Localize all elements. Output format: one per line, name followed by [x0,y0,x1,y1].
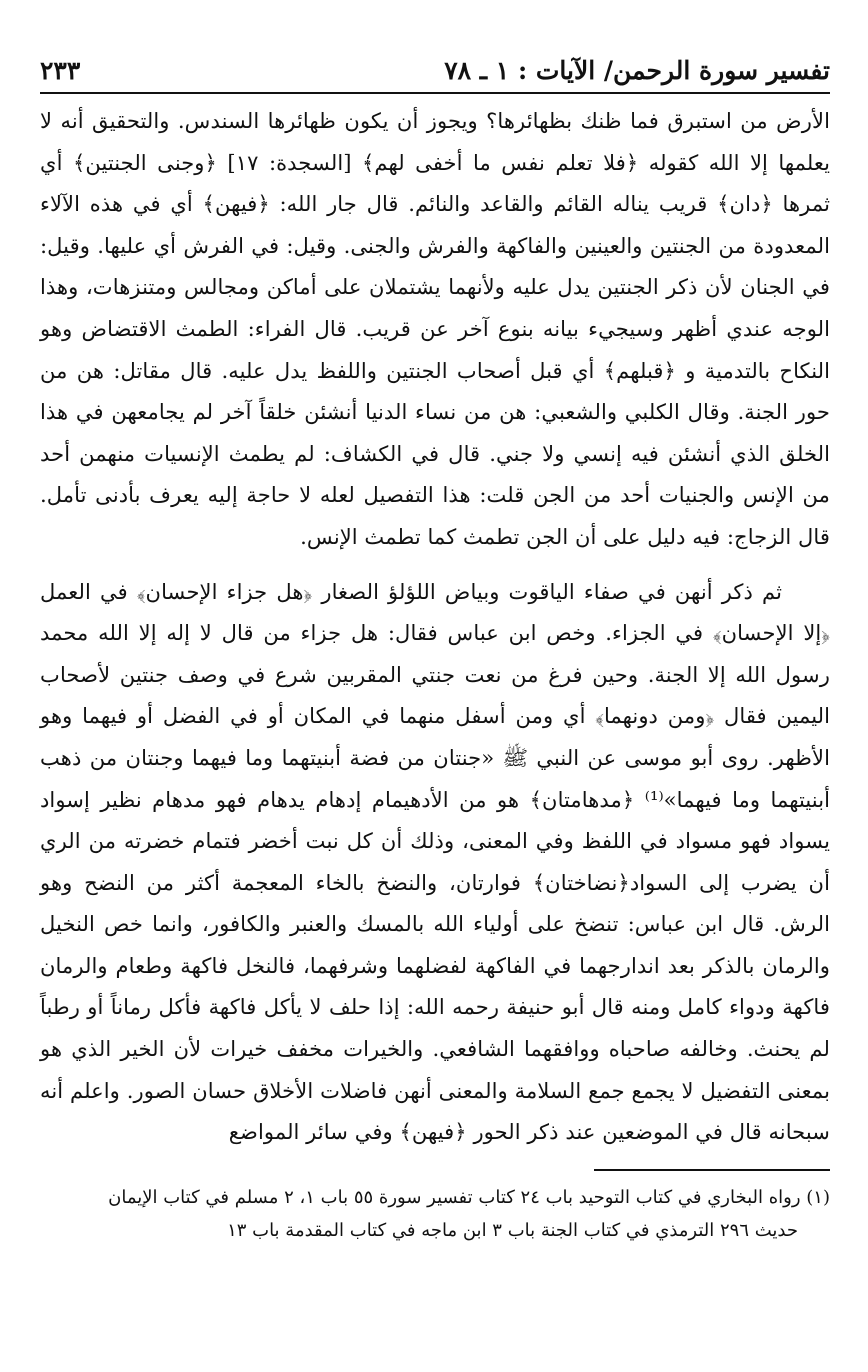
footnote-line-2: حديث ٢٩٦ الترمذي في كتاب الجنة باب ٣ ابن ماجه في كتاب المقدمة باب ١٣ [227,1219,798,1241]
book-page [40,52,830,1342]
footnote-divider [594,1169,830,1171]
paragraph-gap [40,558,830,571]
page-number: ٢٣٣ [40,56,81,85]
footnote [40,1181,830,1247]
footnote-line-1: (١) رواه البخاري في كتاب التوحيد باب ٢٤ كتاب تفسير سورة ٥٥ باب ١، ٢ مسلم في كتاب الإيمان [108,1186,830,1208]
main-text [40,100,830,1153]
paragraph-1: الأرض من استبرق فما ظنك بظهائرها؟ ويجوز أن يكون ظهائرها السندس. والتحقيق أنه لا يعلمها إلا الله كقوله ﴿فلا تعلم نفس ما أخفى لهم﴾ [السجدة: ١٧] ﴿وجنى الجنتين﴾ أي ثمرها ﴿دان﴾ قريب يناله القائم والقاعد والنائم. قال جار الله: ﴿فيهن﴾ أي في هذه الآلاء المعدودة من الجنتين والعينين والفاكهة والفرش والجنى. وقيل: في الفرش أي عليها. وقيل: في الجنان لأن ذكر الجنتين يدل عليه ولأنهما يشتملان على أماكن ومجالس ومتنزهات، وهذا الوجه عندي أظهر وسيجيء بيانه بنوع آخر عن قريب. قال الفراء: الطمث الاقتضاض وهو النكاح بالتدمية و ﴿قبلهم﴾ أي قبل أصحاب الجنتين واللفظ يدل عليه. قال مقاتل: هن من حور الجنة. وقال الكلبي والشعبي: هن من نساء الدنيا أنشئن خلقاً آخر لم يجامعهن في هذا الخلق الذي أنشئن فيه إنسي ولا جني. قال في الكشاف: لم يطمث الإنسيات منهمن أحد من الإنس والجنيات أحد من الجن قلت: هذا التفصيل لعله لا حاجة إليه يعرف بأدنى تأمل. قال الزجاج: فيه دليل على أن الجن تطمث كما تطمث الإنس. [40,108,831,549]
paragraph-2: ثم ذكر أنهن في صفاء الياقوت وبياض اللؤلؤ الصغار ﴿هل جزاء الإحسان﴾ في العمل ﴿إلا الإحسان﴾ في الجزاء. وخص ابن عباس فقال: هل جزاء من قال لا إله إلا الله محمد رسول الله إلا الجنة. وحين فرغ من نعت جنتي المقربين شرع في وصف جنتين لأصحاب اليمين فقال ﴿ومن دونهما﴾ أي ومن أسفل منهما في المكان أو في الفضل أو فيهما وهو الأظهر. روى أبو موسى عن النبي ﷺ «جنتان من فضة أبنيتهما وما فيهما وجنتان من ذهب أبنيتهما وما فيهما»⁽¹⁾ ﴿مدهامتان﴾ هو من الأدهيمام إدهام يدهام فهو مدهام نظير إسواد يسواد فهو مسواد في اللفظ وفي المعنى، وذلك أن كل نبت أخضر فتمام خضرته من الري أن يضرب إلى السواد﴿نضاختان﴾ فوارتان، والنضخ بالخاء المعجمة أكثر من النضح وهو الرش. قال ابن عباس: تنضخ على أولياء الله بالمسك والعنبر والكافور، وانما خص النخيل والرمان بالذكر بعد اندارجهما في الفاكهة لفضلهما وشرفهما، فالنخل فاكهة وطعام والرمان فاكهة ودواء كامل ومنه قال أبو حنيفة رحمه الله: إذا حلف لا يأكل فاكهة فأكل رماناً أو رطباً لم يحنث. وخالفه صاحباه ووافقهما الشافعي. والخيرات مخفف خيرات لأن الخير الذي هو بمعنى التفضيل لا يجمع جمع السلامة والمعنى أنهن فاضلات الأخلاق حسان الصور. واعلم أنه سبحانه قال في الموضعين عند ذكر الحور ﴿فيهن﴾ وفي سائر المواضع [40,578,830,1145]
running-title: تفسير سورة الرحمن/ الآيات : ١ ـ ٧٨ [444,56,830,85]
page-header [40,52,830,94]
